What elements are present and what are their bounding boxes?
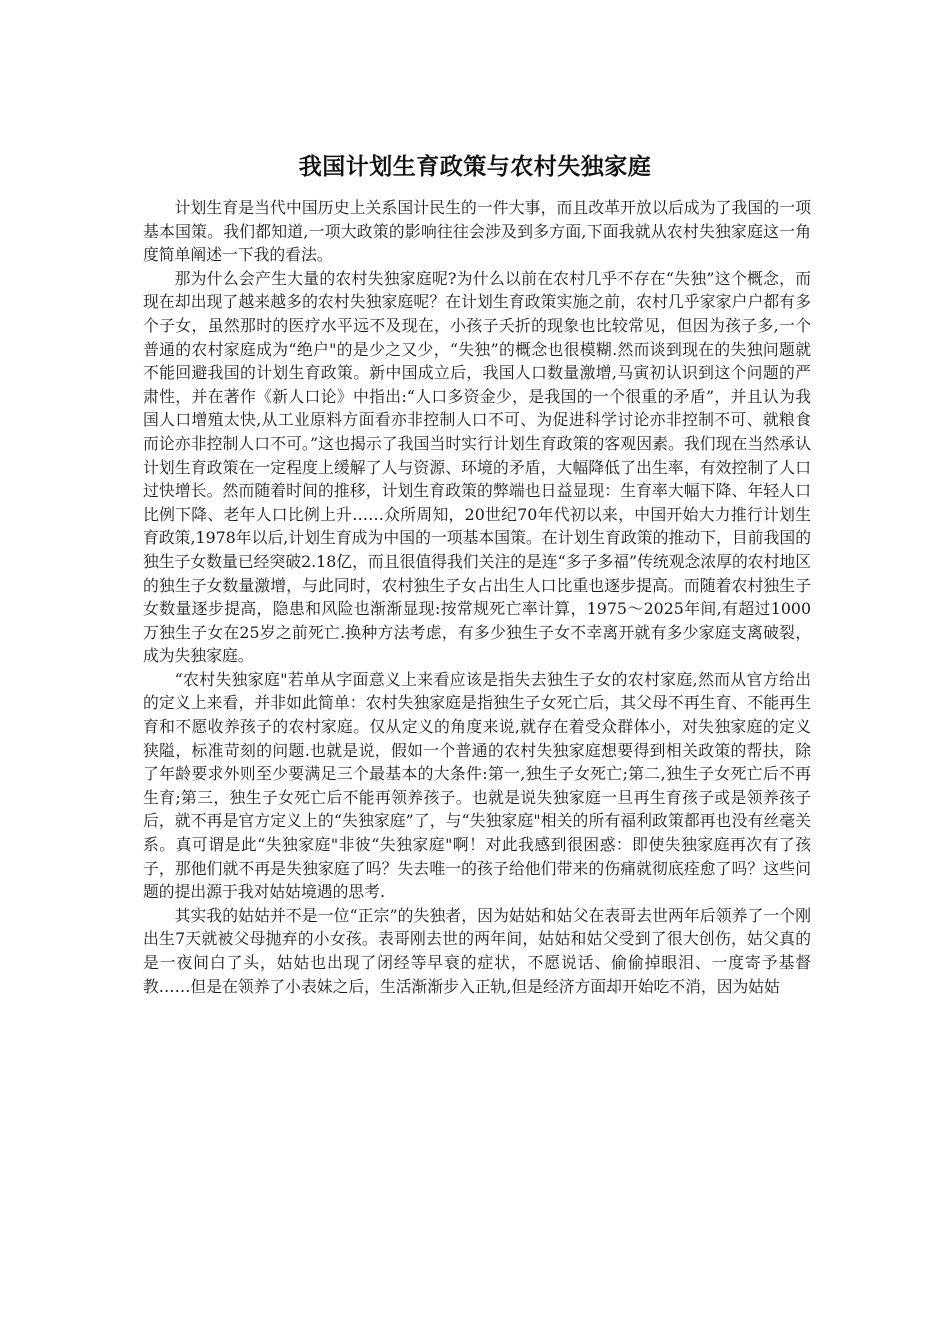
paragraph: “农村失独家庭"若单从字面意义上来看应该是指失去独生子女的农村家庭,然而从官方给出的定义上来看，并非如此简单：农村失独家庭是指独生子女死亡后，其父母不再生育、不能再生育和不愿收养孩子的农村家庭。仅从定义的角度来说,就存在着受众群体小，对失独家庭的定义狭隘，标准苛刻的问题.也就是说，假如一个普通的农村失独家庭想要得到相关政策的帮扶，除了年龄要求外则至少要满足三个最基本的大条件:第一,独生子女死亡;第二,独生子女死亡后不再生育;第三，独生子女死亡后不能再领养孩子。也就是说失独家庭一旦再生育孩子或是领养孩子后，就不再是官方定义上的“失独家庭”了，与“失独家庭"相关的所有福利政策都再也没有丝毫关系。真可谓是此“失独家庭"非彼“失独家庭"啊！对此我感到很困惑：即使失独家庭再次有了孩子，那他们就不再是失独家庭了吗？失去唯一的孩子给他们带来的伤痛就彻底痊愈了吗？这些问题的提出源于我对姑姑境遇的思考. [143,669,811,902]
document-title: 我国计划生育政策与农村失独家庭 [298,153,652,180]
paragraph: 计划生育是当代中国历史上关系国计民生的一件大事，而且改革开放以后成为了我国的一项基本国策。我们都知道,一项大政策的影响往往会涉及到多方面,下面我就从农村失独家庭这一角度简单阐述一下我的看法。 [143,198,811,265]
paragraph: 其实我的姑姑并不是一位“正宗”的失独者，因为姑姑和姑父在表哥去世两年后领养了一个刚出生7天就被父母抛弃的小女孩。表哥刚去世的两年间，姑姑和姑父受到了很大创伤，姑父真的是一夜间白了头，姑姑也出现了闭经等早衰的症状，不愿说话、偷偷掉眼泪、一度寄予基督教……但是在领养了小表妹之后，生活渐渐步入正轨,但是经济方面却开始吃不消，因为姑姑 [143,905,811,996]
paragraph: 那为什么会产生大量的农村失独家庭呢?为什么以前在农村几乎不存在“失独”这个概念，而现在却出现了越来越多的农村失独家庭呢？在计划生育政策实施之前，农村几乎家家户户都有多个子女，虽然那时的医疗水平远不及现在，小孩子夭折的现象也比较常见，但因为孩子多,一个普通的农村家庭成为“绝户"的是少之又少，“失独”的概念也很模糊.然而谈到现在的失独问题就不能回避我国的计划生育政策。新中国成立后，我国人口数量激增,马寅初认识到这个问题的严肃性，并在著作《新人口论》中指出:“人口多资金少，是我国的一个很重的矛盾”，并且认为我国人口增殖太快,从工业原料方面看亦非控制人口不可、为促进科学讨论亦非控制不可、就粮食而论亦非控制人口不可。”这也揭示了我国当时实行计划生育政策的客观因素。我们现在当然承认计划生育政策在一定程度上缓解了人与资源、环境的矛盾，大幅降低了出生率，有效控制了人口过快增长。然而随着时间的推移，计划生育政策的弊端也日益显现：生育率大幅下降、年轻人口比例下降、老年人口比例上升……众所周知，20世纪70年代初以来，中国开始大力推行计划生育政策,1978年以后,计划生育成为中国的一项基本国策。在计划生育政策的推动下，目前我国的独生子女数量已经突破2.18亿，而且很值得我们关注的是连“多子多福”传统观念浓厚的农村地区的独生子女数量激增，与此同时，农村独生子女占出生人口比重也逐步提高。而随着农村独生子女数量逐步提高，隐患和风险也渐渐显现:按常规死亡率计算，1975～2025年间,有超过1000万独生子女在25岁之前死亡.换种方法考虑，有多少独生子女不幸离开就有多少家庭支离破裂，成为失独家庭。 [143,268,811,666]
document-body [143,196,811,998]
